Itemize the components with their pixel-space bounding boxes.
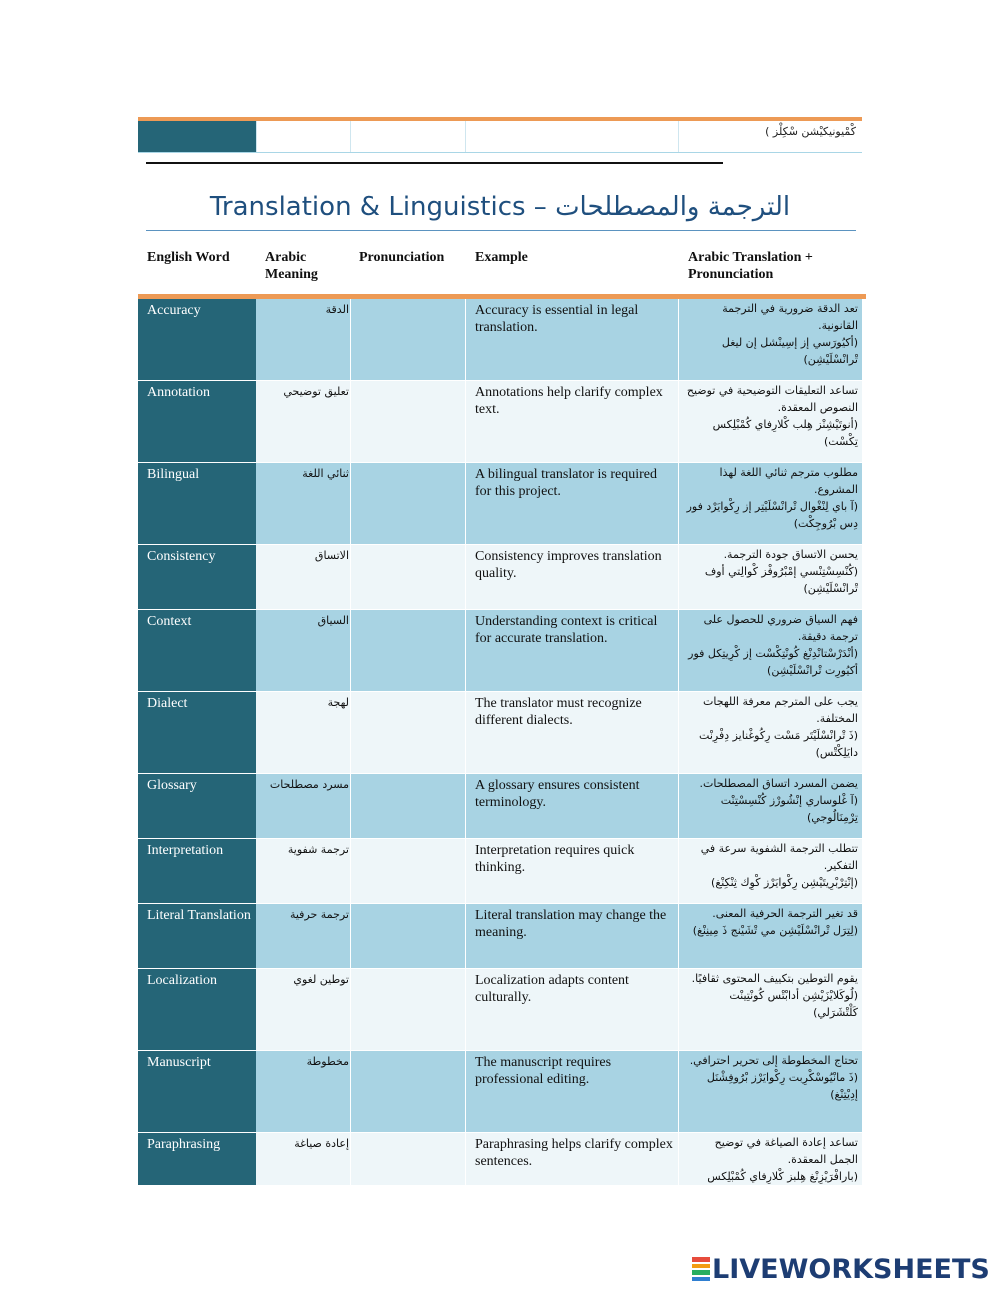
arabic-translation: تحتاج المخطوطة إلى تحرير احترافي. (ذَ مانْيُوسْكْرِبت رِكْوايَرْز بْرُوفِشْنَل إدِيْتِنْغ) xyxy=(689,1054,858,1101)
arabic-translation: يجب على المترجم معرفة اللهجات المختلفة. (ذَ تْرانْسْلَيْتَر مَسْت رِكُوغْنايز دِفْرِنْت دايَلِكْتْس) xyxy=(699,695,858,759)
arabic-translation: مطلوب مترجم ثنائي اللغة لهذا المشروع. (آ باي لِنْغْوال تْرانْسْلَيْتِر إز رِكْوايَرْد فور دِس بْرُوجِكْت) xyxy=(686,466,858,530)
column-divider xyxy=(465,969,466,1050)
column-divider xyxy=(465,299,466,380)
header-example: Example xyxy=(475,250,528,265)
brand-logo-strip xyxy=(692,1257,710,1262)
table-row xyxy=(138,692,862,774)
arabic-translation: تساعد التعليقات التوضيحية في توضيح النصوص المعقدة. (أنوتَيْشِنْز هِلب كْلارِفاي كُمْبْلِكس تِكْسْت) xyxy=(686,384,858,448)
example-sentence: Annotations help clarify complex text. xyxy=(475,385,663,417)
example-sentence: Literal translation may change the meaning. xyxy=(475,908,667,940)
english-word: Bilingual xyxy=(147,467,200,482)
arabic-meaning: توطين لغوي xyxy=(293,973,349,986)
column-divider xyxy=(678,1051,679,1132)
arabic-meaning: إعادة صياغة xyxy=(294,1137,349,1150)
english-word: Annotation xyxy=(147,385,210,400)
english-word: Paraphrasing xyxy=(147,1137,221,1152)
column-divider xyxy=(350,381,351,462)
column-divider xyxy=(350,774,351,838)
brand-logo-icon xyxy=(692,1256,710,1282)
column-divider xyxy=(465,904,466,968)
example-sentence: Paraphrasing helps clarify complex sentences. xyxy=(475,1137,673,1169)
header-english-word: English Word xyxy=(147,250,230,265)
header-arabic-meaning: Arabic Meaning xyxy=(265,250,318,282)
example-sentence: A bilingual translator is required for this project. xyxy=(475,467,657,499)
example-sentence: The manuscript requires professional editing. xyxy=(475,1055,612,1087)
page-title: Translation & Linguistics – الترجمة والمصطلحات xyxy=(209,192,791,222)
example-sentence: A glossary ensures consistent terminology. xyxy=(475,778,640,810)
arabic-meaning: الدقة xyxy=(325,303,349,316)
arabic-translation: تتطلب الترجمة الشفوية سرعة في التفكير. (إنْتِرْبْرِيتَيْشِن رِكْوايَرْز كْوِك ثِنْكِنْغ) xyxy=(700,842,858,889)
column-divider xyxy=(678,381,679,462)
arabic-meaning: الاتساق xyxy=(314,549,349,562)
column-divider xyxy=(465,463,466,544)
english-word: Literal Translation xyxy=(147,908,251,923)
column-divider xyxy=(350,1133,351,1185)
column-divider xyxy=(465,1133,466,1185)
column-divider xyxy=(350,463,351,544)
column-divider xyxy=(350,299,351,380)
english-word: Localization xyxy=(147,973,217,988)
column-divider xyxy=(350,1051,351,1132)
column-divider xyxy=(465,545,466,609)
arabic-translation: قد تغير الترجمة الحرفية المعنى. (لِتِرَل تْرانْسْلَيْشِن مي تْشَيْنج ذَ مِينِنْغ) xyxy=(692,907,858,937)
column-divider xyxy=(678,1133,679,1185)
arabic-meaning: لهجة xyxy=(327,696,349,709)
arabic-meaning: ترجمة حرفية xyxy=(289,908,349,921)
arabic-meaning: ترجمة شفوية xyxy=(287,843,349,856)
arabic-translation: فهم السياق ضروري للحصول على ترجمة دقيقة. (أنْدَرْسْتانْدِنْغ كُونْتِكْسْت إز كْرِيتِكل فور أكيُورِت تْرانْسْلَيْشِن) xyxy=(688,613,858,677)
header-arabic-translation: Arabic Translation + Pronunciation xyxy=(688,250,813,282)
table-row xyxy=(138,969,862,1051)
column-divider xyxy=(350,610,351,691)
brand-logo-strip xyxy=(692,1264,710,1269)
vocabulary-table xyxy=(138,299,862,1186)
column-divider xyxy=(465,692,466,773)
example-sentence: Understanding context is critical for accurate translation. xyxy=(475,614,658,646)
table-row xyxy=(138,381,862,463)
column-divider xyxy=(465,839,466,903)
brand-logo-strip xyxy=(692,1270,710,1275)
arabic-meaning: ثنائي اللغة xyxy=(302,467,349,480)
arabic-meaning: تعليق توضيحي xyxy=(283,385,349,398)
continuation-row-cell xyxy=(465,121,466,152)
english-word: Manuscript xyxy=(147,1055,211,1070)
table-row xyxy=(138,610,862,692)
table-row xyxy=(138,904,862,969)
arabic-translation: يقوم التوطين بتكييف المحتوى ثقافيًا. (لُوكَلايْزَيْشِن أدابْتْس كُونْتِينْت كَلْتْشَرَلي) xyxy=(691,972,858,1019)
english-word: Context xyxy=(147,614,192,629)
continuation-row-cell xyxy=(678,121,679,152)
header-pronunciation: Pronunciation xyxy=(359,250,445,265)
continuation-row-translation: كْمْيونيكيْشن سْكِلْز ) xyxy=(765,125,856,138)
table-row xyxy=(138,839,862,904)
column-divider xyxy=(350,969,351,1050)
column-divider xyxy=(678,839,679,903)
column-divider xyxy=(678,904,679,968)
column-divider xyxy=(678,692,679,773)
english-word: Interpretation xyxy=(147,843,224,858)
column-divider xyxy=(465,774,466,838)
example-sentence: Accuracy is essential in legal translation. xyxy=(475,303,639,335)
continuation-row-first-cell xyxy=(138,121,256,152)
example-sentence: The translator must recognize different dialects. xyxy=(475,696,642,728)
table-row xyxy=(138,1051,862,1133)
brand-logo-text: LIVEWORKSHEETS xyxy=(712,1253,990,1285)
arabic-meaning: مسرد مصطلحات xyxy=(269,778,349,791)
continuation-row-cell xyxy=(256,121,257,152)
column-divider xyxy=(465,610,466,691)
column-divider xyxy=(678,969,679,1050)
column-divider xyxy=(350,904,351,968)
brand-logo xyxy=(692,1254,990,1284)
column-divider xyxy=(678,299,679,380)
section-divider xyxy=(146,162,723,164)
example-sentence: Localization adapts content culturally. xyxy=(475,973,629,1005)
english-word: Accuracy xyxy=(147,303,201,318)
english-word: Dialect xyxy=(147,696,188,711)
example-sentence: Consistency improves translation quality. xyxy=(475,549,662,581)
arabic-translation: تساعد إعادة الصياغة في توضيح الجمل المعقدة. (بارافْرَيْزِنْغ هِلبز كْلارِفاي كُمْبْلِكس xyxy=(707,1136,858,1183)
brand-logo-strip xyxy=(692,1277,710,1282)
arabic-meaning: السياق xyxy=(317,614,349,627)
table-row xyxy=(138,1133,862,1186)
english-word: Consistency xyxy=(147,549,216,564)
column-divider xyxy=(465,1051,466,1132)
title-underline xyxy=(146,230,856,231)
column-divider xyxy=(465,381,466,462)
arabic-translation: يضمن المسرد اتساق المصطلحات. (آ غْلوساري إنْشُورْز كُنْسِسْتِنْت تِرْمِنَالُوجي) xyxy=(699,777,858,824)
table-row xyxy=(138,545,862,610)
example-sentence: Interpretation requires quick thinking. xyxy=(475,843,635,875)
table-row xyxy=(138,774,862,839)
table-row xyxy=(138,463,862,545)
english-word: Glossary xyxy=(147,778,197,793)
column-divider xyxy=(350,839,351,903)
column-divider xyxy=(678,610,679,691)
continuation-row xyxy=(138,121,862,153)
arabic-translation: تعد الدقة ضرورية في الترجمة القانونية. (أكيُورَسي إز إسِينْشل إن ليغل تْرانْسْلَيْشِن) xyxy=(721,302,858,366)
column-divider xyxy=(350,545,351,609)
column-divider xyxy=(350,692,351,773)
continuation-row-cell xyxy=(350,121,351,152)
table-row xyxy=(138,299,862,381)
arabic-translation: يحسن الاتساق جودة الترجمة. (كُنْسِسْتِنْسي إمْبْرُوفْز كْوالِتي أوف تْرانْسْلَيْشِن) xyxy=(704,548,858,595)
column-divider xyxy=(678,774,679,838)
column-divider xyxy=(678,545,679,609)
column-divider xyxy=(678,463,679,544)
arabic-meaning: مخطوطة xyxy=(306,1055,349,1068)
